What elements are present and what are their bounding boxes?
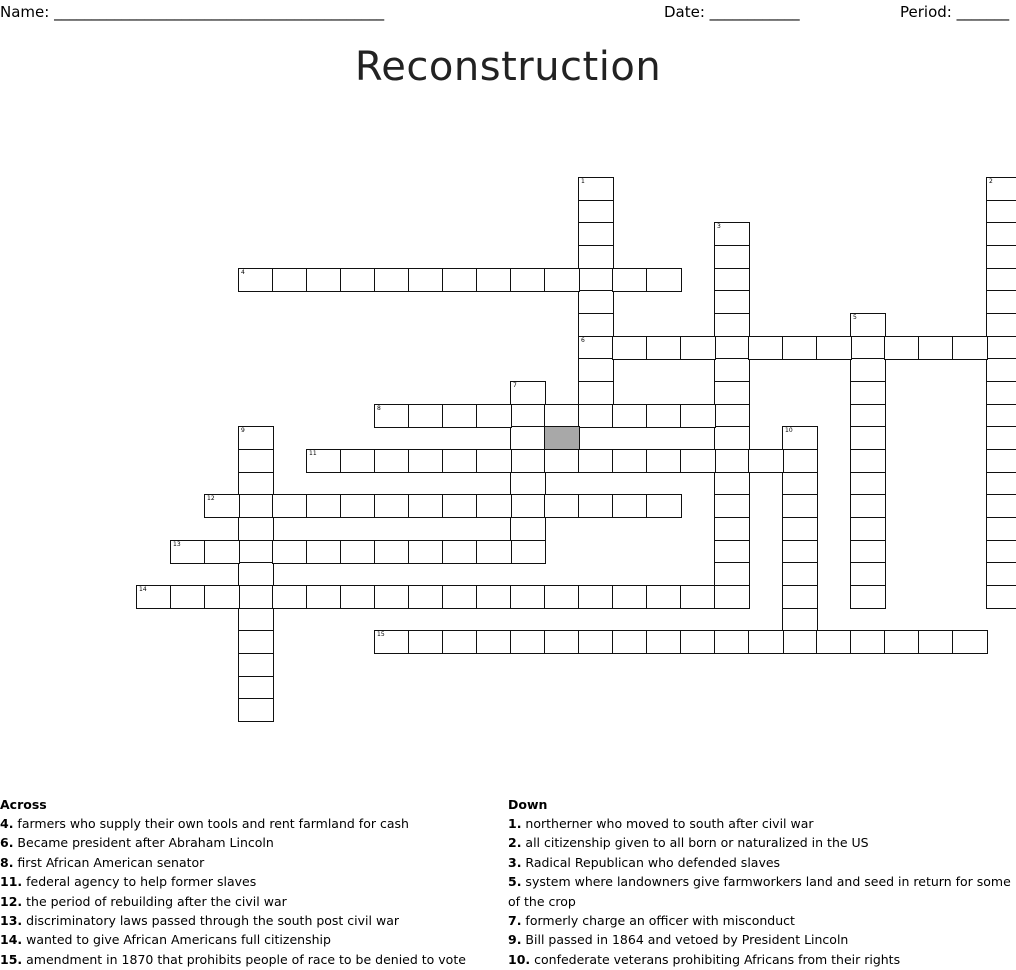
grid-cell[interactable] — [714, 449, 750, 473]
clue-number: 2 — [989, 178, 993, 185]
grid-cell[interactable] — [578, 585, 614, 609]
grid-cell[interactable] — [578, 449, 614, 473]
grid-cell[interactable] — [578, 268, 614, 292]
grid-cell[interactable] — [646, 404, 682, 428]
grid-cell[interactable] — [544, 585, 580, 609]
grid-cell[interactable] — [238, 494, 274, 518]
down-heading: Down — [508, 797, 548, 812]
grid-cell[interactable] — [782, 562, 818, 586]
grid-cell[interactable] — [510, 426, 546, 450]
clue-number: 1 — [581, 178, 585, 185]
grid-cell[interactable] — [578, 336, 614, 360]
grid-cell[interactable] — [714, 336, 750, 360]
clue-text: federal agency to help former slaves — [22, 874, 257, 890]
grid-cell[interactable] — [510, 630, 546, 654]
clue-number: 6 — [581, 336, 585, 344]
clue-item — [0, 853, 500, 872]
grid-cell[interactable] — [986, 381, 1016, 405]
grid-cell[interactable] — [510, 585, 546, 609]
grid-cell[interactable] — [374, 540, 410, 564]
clue-number: 14 — [139, 586, 147, 593]
grid-cell[interactable] — [714, 222, 750, 246]
grid-cell[interactable] — [986, 313, 1016, 337]
grid-cell[interactable] — [272, 494, 308, 518]
clue-text: farmers who supply their own tools and rent farmland for cash — [13, 816, 409, 831]
clue-item — [508, 853, 1014, 872]
grid-cell[interactable] — [612, 630, 648, 654]
grid-cell[interactable] — [952, 630, 988, 654]
grid-cell[interactable] — [714, 562, 750, 586]
grid-cell[interactable] — [238, 676, 274, 700]
period-field-label: Period: _______ — [900, 3, 1010, 21]
clue-number-label: 5. — [508, 874, 522, 890]
clue-item — [0, 833, 500, 852]
clue-item — [508, 950, 1014, 969]
clue-text: all citizenship given to all born or naturalized in the US — [521, 835, 869, 851]
grid-cell[interactable] — [714, 381, 750, 405]
grid-cell[interactable] — [510, 381, 546, 405]
grid-cell[interactable] — [612, 449, 648, 473]
grid-cell[interactable] — [476, 630, 512, 654]
grid-cell[interactable] — [544, 268, 580, 292]
grid-cell[interactable] — [374, 630, 410, 654]
grid-cell[interactable] — [748, 336, 784, 360]
clue-number: 11 — [309, 450, 317, 457]
worksheet-header — [0, 0, 1016, 26]
grid-cell[interactable] — [374, 585, 410, 609]
grid-cell[interactable] — [646, 494, 682, 518]
clue-text: Radical Republican who defended slaves — [521, 854, 781, 870]
grid-cell[interactable] — [136, 585, 172, 609]
grid-cell[interactable] — [238, 426, 274, 450]
clue-text: Became president after Abraham Lincoln — [13, 835, 274, 851]
grid-cell[interactable] — [714, 472, 750, 496]
grid-cell[interactable] — [986, 494, 1016, 518]
grid-cell[interactable] — [442, 540, 478, 564]
grid-cell[interactable] — [816, 336, 852, 360]
grid-cell[interactable] — [646, 630, 682, 654]
grid-cell[interactable] — [850, 472, 886, 496]
grid-cell[interactable] — [850, 562, 886, 586]
grid-cell[interactable] — [238, 449, 274, 473]
grid-cell[interactable] — [850, 404, 886, 428]
clue-number-label: 10. — [508, 951, 531, 967]
clue-number: 13 — [173, 540, 181, 548]
grid-cell[interactable] — [510, 540, 546, 564]
grid-cell[interactable] — [544, 449, 580, 473]
grid-cell[interactable] — [578, 404, 614, 428]
grid-cell[interactable] — [850, 336, 886, 360]
grid-cell[interactable] — [306, 540, 342, 564]
grid-cell[interactable] — [680, 449, 716, 473]
clue-item — [0, 892, 500, 911]
grid-cell[interactable] — [986, 517, 1016, 541]
grid-cell[interactable] — [578, 200, 614, 224]
grid-cell[interactable] — [782, 449, 818, 473]
clue-number-label: 2. — [508, 835, 522, 851]
grid-cell[interactable] — [442, 494, 478, 518]
grid-cell[interactable] — [714, 630, 750, 654]
grid-cell[interactable] — [850, 517, 886, 541]
grid-cell[interactable] — [782, 494, 818, 518]
grid-cell[interactable] — [306, 494, 342, 518]
grid-cell[interactable] — [408, 449, 444, 473]
clue-text: the period of rebuilding after the civil war — [22, 893, 287, 909]
grid-cell[interactable] — [884, 630, 920, 654]
grid-cell[interactable] — [578, 358, 614, 382]
grid-cell[interactable] — [510, 472, 546, 496]
grid-cell[interactable] — [986, 177, 1016, 201]
clue-text: northerner who moved to south after civil war — [521, 816, 814, 831]
grid-cell[interactable] — [340, 540, 376, 564]
grid-cell[interactable] — [476, 449, 512, 473]
clue-number-label: 9. — [508, 932, 522, 948]
grid-cell[interactable] — [612, 268, 648, 292]
clue-text: amendment in 1870 that prohibits people of race to be denied to vote — [22, 951, 466, 967]
grid-cell[interactable] — [442, 449, 478, 473]
grid-cell[interactable] — [850, 358, 886, 382]
clue-number-label: 1. — [508, 816, 522, 831]
clue-number: 3 — [717, 223, 721, 231]
grid-cell[interactable] — [238, 540, 274, 564]
clue-number-label: 6. — [0, 835, 14, 851]
across-heading: Across — [0, 797, 47, 812]
puzzle-title: Reconstruction — [354, 44, 662, 90]
grid-cell[interactable] — [374, 404, 410, 428]
grid-cell[interactable] — [340, 494, 376, 518]
grid-cell[interactable] — [510, 404, 546, 428]
grid-cell[interactable] — [986, 449, 1016, 473]
name-field-label: Name: ____________________________________________ — [0, 3, 385, 21]
clue-item — [508, 872, 1014, 911]
clue-item — [0, 950, 500, 969]
clue-number: 9 — [241, 427, 245, 435]
grid-cell[interactable] — [408, 540, 444, 564]
clue-item — [508, 833, 1014, 852]
grid-cell[interactable] — [272, 585, 308, 609]
grid-cell[interactable] — [510, 494, 546, 518]
grid-cell[interactable] — [374, 268, 410, 292]
clue-item — [508, 911, 1014, 930]
grid-cell[interactable] — [408, 630, 444, 654]
grid-cell[interactable] — [680, 336, 716, 360]
grid-cell[interactable] — [952, 336, 988, 360]
clue-number-label: 7. — [508, 912, 522, 928]
grid-cell[interactable] — [714, 426, 750, 450]
grid-cell[interactable] — [714, 585, 750, 609]
grid-cell[interactable] — [442, 585, 478, 609]
grid-cell[interactable] — [680, 585, 716, 609]
grid-cell[interactable] — [306, 585, 342, 609]
clue-text: Bill passed in 1864 and vetoed by President Lincoln — [521, 932, 849, 948]
grid-cell[interactable] — [578, 290, 614, 314]
grid-cell[interactable] — [714, 245, 750, 269]
grid-cell[interactable] — [782, 517, 818, 541]
clue-text: formerly charge an officer with misconduct — [521, 912, 795, 928]
grid-cell[interactable] — [986, 290, 1016, 314]
grid-cell[interactable] — [748, 630, 784, 654]
grid-cell[interactable] — [578, 177, 614, 201]
grid-cell[interactable] — [408, 404, 444, 428]
grid-cell[interactable] — [476, 494, 512, 518]
grid-cell[interactable] — [612, 585, 648, 609]
grid-cell[interactable] — [850, 426, 886, 450]
grid-cell[interactable] — [918, 630, 954, 654]
clue-text: confederate veterans prohibiting Africans from their rights — [530, 951, 901, 967]
grid-cell[interactable] — [986, 404, 1016, 428]
clue-number-label: 11. — [0, 874, 23, 890]
clue-number-label: 14. — [0, 932, 23, 948]
grid-cell[interactable] — [782, 630, 818, 654]
grid-cell[interactable] — [646, 585, 682, 609]
grid-cell[interactable] — [782, 336, 818, 360]
clue-number-label: 3. — [508, 854, 522, 870]
grid-cell[interactable] — [986, 540, 1016, 564]
grid-cell[interactable] — [510, 449, 546, 473]
grid-cell[interactable] — [238, 562, 274, 586]
grid-cell[interactable] — [918, 336, 954, 360]
grid-cell[interactable] — [748, 449, 784, 473]
clue-number-label: 12. — [0, 893, 23, 909]
shaded-cell — [544, 426, 580, 450]
grid-cell[interactable] — [238, 698, 274, 722]
grid-cell[interactable] — [306, 449, 342, 473]
grid-cell[interactable] — [442, 630, 478, 654]
grid-cell[interactable] — [646, 449, 682, 473]
grid-cell[interactable] — [850, 449, 886, 473]
clue-number: 5 — [853, 314, 857, 321]
grid-cell[interactable] — [170, 540, 206, 564]
grid-cell[interactable] — [612, 336, 648, 360]
grid-cell[interactable] — [578, 630, 614, 654]
grid-cell[interactable] — [238, 608, 274, 632]
clue-text: wanted to give African Americans full citizenship — [22, 932, 331, 948]
grid-cell[interactable] — [544, 630, 580, 654]
grid-cell[interactable] — [782, 585, 818, 609]
grid-cell[interactable] — [238, 268, 274, 292]
grid-cell[interactable] — [374, 449, 410, 473]
grid-cell[interactable] — [612, 404, 648, 428]
clue-item — [508, 930, 1014, 949]
grid-cell[interactable] — [544, 494, 580, 518]
clue-item — [0, 911, 500, 930]
clue-text: system where landowners give farmworkers land and seed in return for some of the crop — [508, 874, 1011, 909]
grid-cell[interactable] — [442, 404, 478, 428]
grid-cell[interactable] — [680, 630, 716, 654]
grid-cell[interactable] — [578, 245, 614, 269]
grid-cell[interactable] — [578, 222, 614, 246]
grid-cell[interactable] — [204, 494, 240, 518]
grid-cell[interactable] — [850, 540, 886, 564]
clue-text: first African American senator — [13, 854, 205, 870]
clue-section — [0, 795, 1016, 970]
grid-cell[interactable] — [782, 472, 818, 496]
clue-number: 4 — [241, 268, 245, 276]
grid-cell[interactable] — [714, 313, 750, 337]
clue-number-label: 13. — [0, 912, 23, 928]
grid-cell[interactable] — [714, 268, 750, 292]
clue-number: 15 — [377, 631, 385, 639]
grid-cell[interactable] — [578, 313, 614, 337]
grid-cell[interactable] — [476, 404, 512, 428]
grid-cell[interactable] — [986, 562, 1016, 586]
clue-item — [0, 872, 500, 891]
clue-number-label: 15. — [0, 951, 23, 967]
grid-cell[interactable] — [238, 630, 274, 654]
grid-cell[interactable] — [850, 313, 886, 337]
grid-cell[interactable] — [408, 268, 444, 292]
grid-cell[interactable] — [850, 494, 886, 518]
across-clues — [0, 795, 500, 969]
grid-cell[interactable] — [238, 585, 274, 609]
grid-cell[interactable] — [408, 585, 444, 609]
clue-number: 7 — [513, 382, 517, 389]
grid-cell[interactable] — [850, 630, 886, 654]
grid-cell[interactable] — [714, 358, 750, 382]
date-field-label: Date: ____________ — [664, 3, 800, 21]
grid-cell[interactable] — [714, 404, 750, 428]
grid-cell[interactable] — [782, 426, 818, 450]
grid-cell[interactable] — [646, 336, 682, 360]
grid-cell[interactable] — [986, 245, 1016, 269]
grid-cell[interactable] — [680, 404, 716, 428]
down-clues — [508, 795, 1014, 969]
grid-cell[interactable] — [578, 494, 614, 518]
grid-cell[interactable] — [850, 381, 886, 405]
grid-cell[interactable] — [238, 472, 274, 496]
grid-cell[interactable] — [238, 653, 274, 677]
grid-cell[interactable] — [204, 540, 240, 564]
clue-number: 8 — [377, 404, 381, 412]
grid-cell[interactable] — [476, 268, 512, 292]
grid-cell[interactable] — [340, 585, 376, 609]
grid-cell[interactable] — [510, 517, 546, 541]
grid-cell[interactable] — [986, 426, 1016, 450]
grid-cell[interactable] — [986, 585, 1016, 609]
grid-cell[interactable] — [714, 494, 750, 518]
grid-cell[interactable] — [476, 585, 512, 609]
grid-cell[interactable] — [646, 268, 682, 292]
clue-number: 12 — [207, 495, 215, 503]
clue-number-label: 4. — [0, 816, 14, 831]
grid-cell[interactable] — [340, 268, 376, 292]
grid-cell[interactable] — [986, 472, 1016, 496]
grid-cell[interactable] — [850, 585, 886, 609]
grid-cell[interactable] — [986, 336, 1016, 360]
grid-cell[interactable] — [238, 517, 274, 541]
grid-cell[interactable] — [340, 449, 376, 473]
grid-cell[interactable] — [170, 585, 206, 609]
grid-cell[interactable] — [816, 630, 852, 654]
grid-cell[interactable] — [408, 494, 444, 518]
grid-cell[interactable] — [884, 336, 920, 360]
grid-cell[interactable] — [782, 608, 818, 632]
clue-number: 10 — [785, 427, 793, 435]
grid-cell[interactable] — [510, 268, 546, 292]
grid-cell[interactable] — [204, 585, 240, 609]
grid-cell[interactable] — [306, 268, 342, 292]
clue-item — [508, 814, 1014, 833]
grid-cell[interactable] — [714, 540, 750, 564]
grid-cell[interactable] — [986, 268, 1016, 292]
grid-cell[interactable] — [476, 540, 512, 564]
clue-item — [0, 930, 500, 949]
grid-cell[interactable] — [986, 358, 1016, 382]
grid-cell[interactable] — [272, 540, 308, 564]
grid-cell[interactable] — [272, 268, 308, 292]
grid-cell[interactable] — [714, 290, 750, 314]
grid-cell[interactable] — [714, 517, 750, 541]
grid-cell[interactable] — [612, 494, 648, 518]
grid-cell[interactable] — [986, 200, 1016, 224]
grid-cell[interactable] — [442, 268, 478, 292]
clue-item — [0, 814, 500, 833]
grid-cell[interactable] — [374, 494, 410, 518]
grid-cell[interactable] — [578, 381, 614, 405]
grid-cell[interactable] — [782, 540, 818, 564]
grid-cell[interactable] — [544, 404, 580, 428]
clue-text: discriminatory laws passed through the south post civil war — [22, 912, 399, 928]
grid-cell[interactable] — [986, 222, 1016, 246]
clue-number-label: 8. — [0, 854, 14, 870]
